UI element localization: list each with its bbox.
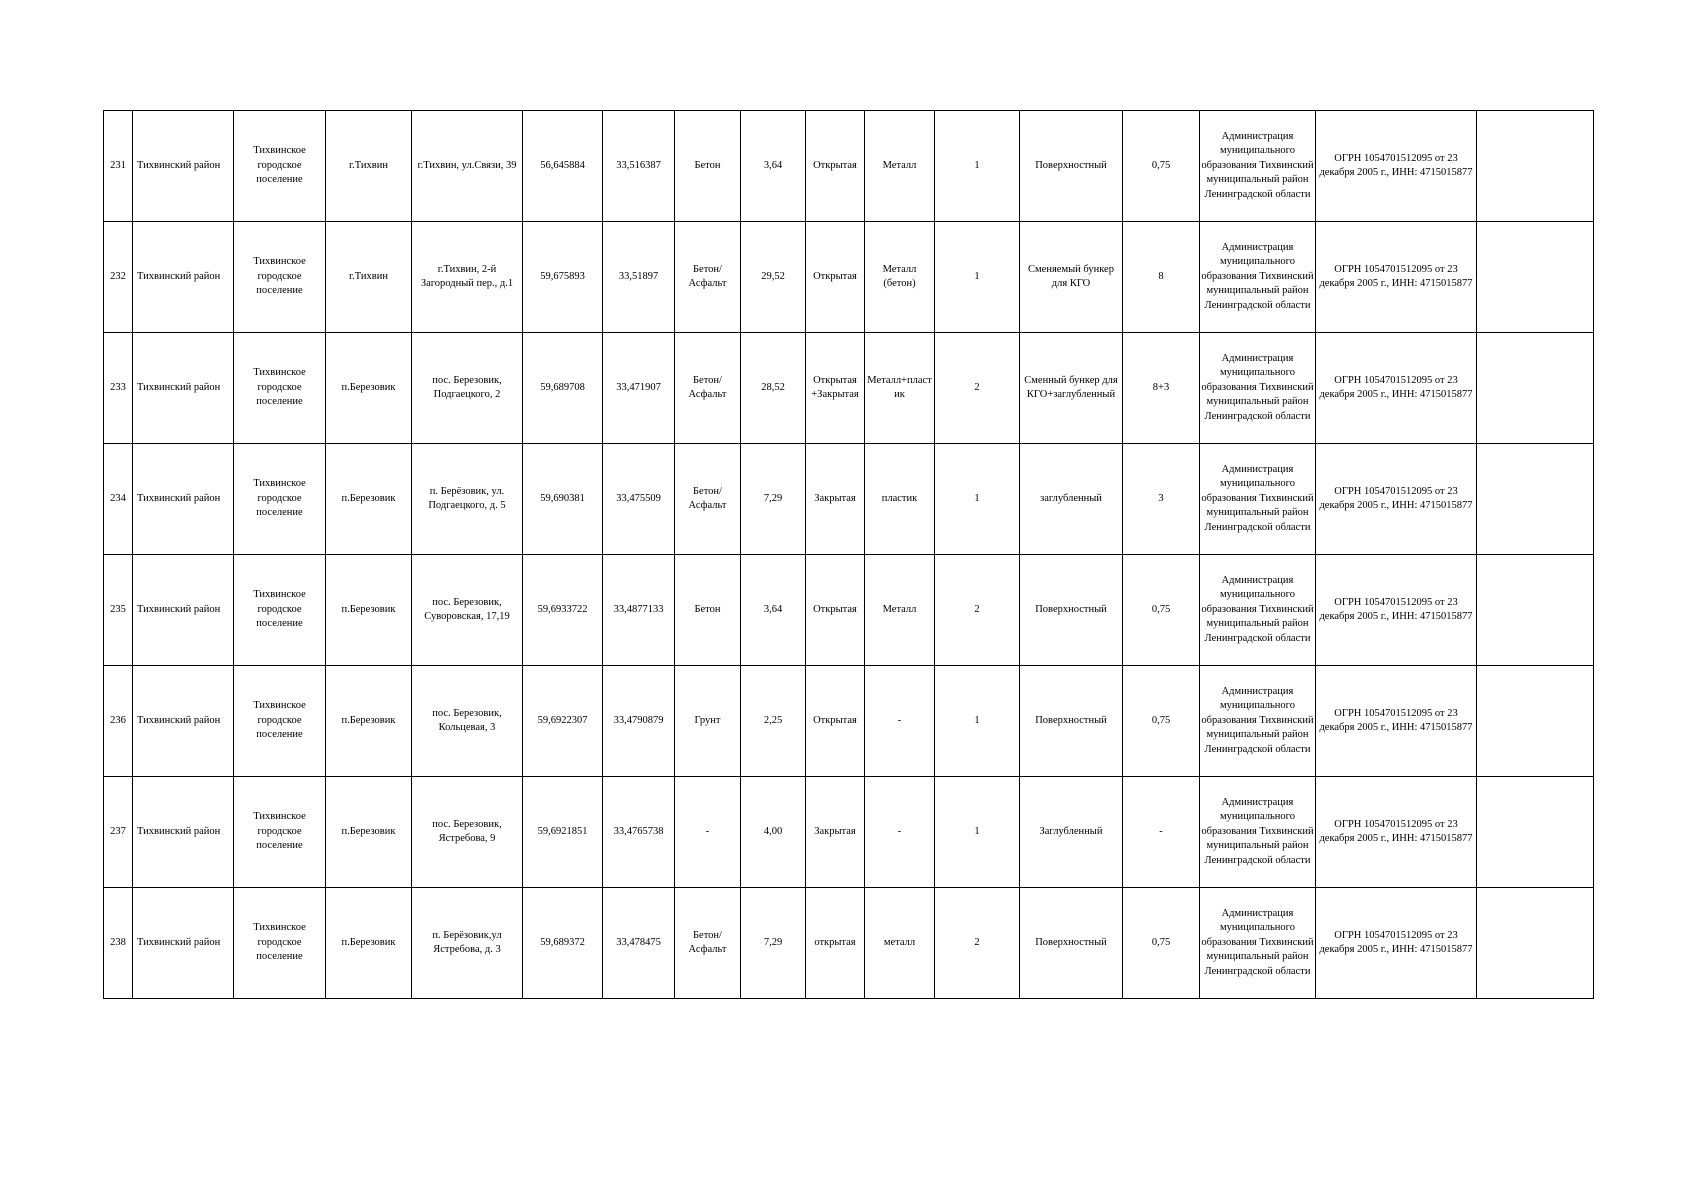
address-cell: пос. Березовик, Суворовская, 17,19 [412, 555, 523, 666]
district-cell: Тихвинский район [133, 111, 234, 222]
owner-requisites-cell: ОГРН 1054701512095 от 23 декабря 2005 г., ИНН: 4715015877 [1316, 777, 1477, 888]
latitude-cell: 59,690381 [523, 444, 603, 555]
district-cell: Тихвинский район [133, 555, 234, 666]
settlement-cell: Тихвинское городское поселение [234, 222, 326, 333]
container-type-cell: заглубленный [1020, 444, 1123, 555]
table-row [104, 777, 1594, 888]
fence-material-cell: металл [865, 888, 935, 999]
container-type-cell: Заглубленный [1020, 777, 1123, 888]
table-body [104, 111, 1594, 999]
fence-material-cell: пластик [865, 444, 935, 555]
owner-requisites-cell: ОГРН 1054701512095 от 23 декабря 2005 г., ИНН: 4715015877 [1316, 666, 1477, 777]
area-cell: 2,25 [741, 666, 806, 777]
fence-material-cell: - [865, 666, 935, 777]
container-count-cell: 1 [935, 444, 1020, 555]
site-type-cell: Открытая +Закрытая [806, 333, 865, 444]
row-number-cell: 236 [104, 666, 133, 777]
table-row [104, 555, 1594, 666]
fence-material-cell: Металл [865, 111, 935, 222]
owner-requisites-cell: ОГРН 1054701512095 от 23 декабря 2005 г., ИНН: 4715015877 [1316, 222, 1477, 333]
district-cell: Тихвинский район [133, 666, 234, 777]
longitude-cell: 33,4790879 [603, 666, 675, 777]
container-volume-cell: 0,75 [1123, 666, 1200, 777]
container-count-cell: 2 [935, 888, 1020, 999]
site-type-cell: Открытая [806, 555, 865, 666]
owner-cell: Администрация муниципального образования Тихвинский муниципальный район Ленинградской области [1200, 222, 1316, 333]
table-row [104, 111, 1594, 222]
longitude-cell: 33,4765738 [603, 777, 675, 888]
latitude-cell: 56,645884 [523, 111, 603, 222]
container-volume-cell: 8+3 [1123, 333, 1200, 444]
owner-requisites-cell: ОГРН 1054701512095 от 23 декабря 2005 г., ИНН: 4715015877 [1316, 333, 1477, 444]
row-number-cell: 233 [104, 333, 133, 444]
container-volume-cell: 3 [1123, 444, 1200, 555]
locality-cell: г.Тихвин [326, 222, 412, 333]
owner-requisites-cell: ОГРН 1054701512095 от 23 декабря 2005 г., ИНН: 4715015877 [1316, 444, 1477, 555]
owner-cell: Администрация муниципального образования Тихвинский муниципальный район Ленинградской области [1200, 888, 1316, 999]
container-count-cell: 1 [935, 777, 1020, 888]
container-volume-cell: 8 [1123, 222, 1200, 333]
longitude-cell: 33,475509 [603, 444, 675, 555]
latitude-cell: 59,6922307 [523, 666, 603, 777]
longitude-cell: 33,471907 [603, 333, 675, 444]
owner-cell: Администрация муниципального образования Тихвинский муниципальный район Ленинградской области [1200, 333, 1316, 444]
area-cell: 3,64 [741, 111, 806, 222]
locality-cell: п.Березовик [326, 666, 412, 777]
settlement-cell: Тихвинское городское поселение [234, 666, 326, 777]
note-cell [1477, 444, 1594, 555]
container-type-cell: Сменный бункер для КГО+заглубленный [1020, 333, 1123, 444]
site-type-cell: Открытая [806, 111, 865, 222]
container-count-cell: 2 [935, 555, 1020, 666]
table-row [104, 888, 1594, 999]
row-number-cell: 237 [104, 777, 133, 888]
address-cell: п. Берёзовик,ул Ястребова, д. 3 [412, 888, 523, 999]
note-cell [1477, 111, 1594, 222]
settlement-cell: Тихвинское городское поселение [234, 111, 326, 222]
row-number-cell: 238 [104, 888, 133, 999]
note-cell [1477, 888, 1594, 999]
container-type-cell: Сменяемый бункер для КГО [1020, 222, 1123, 333]
locality-cell: п.Березовик [326, 555, 412, 666]
surface-cell: Бетон [675, 555, 741, 666]
surface-cell: Бетон/Асфальт [675, 222, 741, 333]
settlement-cell: Тихвинское городское поселение [234, 888, 326, 999]
locality-cell: п.Березовик [326, 777, 412, 888]
container-count-cell: 2 [935, 333, 1020, 444]
owner-cell: Администрация муниципального образования Тихвинский муниципальный район Ленинградской области [1200, 777, 1316, 888]
site-type-cell: Открытая [806, 666, 865, 777]
address-cell: пос. Березовик, Ястребова, 9 [412, 777, 523, 888]
latitude-cell: 59,6933722 [523, 555, 603, 666]
table-row [104, 444, 1594, 555]
table-row [104, 333, 1594, 444]
locality-cell: п.Березовик [326, 444, 412, 555]
locality-cell: п.Березовик [326, 888, 412, 999]
container-type-cell: Поверхностный [1020, 111, 1123, 222]
note-cell [1477, 222, 1594, 333]
owner-cell: Администрация муниципального образования Тихвинский муниципальный район Ленинградской области [1200, 444, 1316, 555]
surface-cell: Грунт [675, 666, 741, 777]
area-cell: 7,29 [741, 444, 806, 555]
area-cell: 7,29 [741, 888, 806, 999]
longitude-cell: 33,51897 [603, 222, 675, 333]
owner-requisites-cell: ОГРН 1054701512095 от 23 декабря 2005 г., ИНН: 4715015877 [1316, 555, 1477, 666]
area-cell: 28,52 [741, 333, 806, 444]
owner-cell: Администрация муниципального образования Тихвинский муниципальный район Ленинградской области [1200, 555, 1316, 666]
container-type-cell: Поверхностный [1020, 888, 1123, 999]
area-cell: 3,64 [741, 555, 806, 666]
site-type-cell: Закрытая [806, 444, 865, 555]
longitude-cell: 33,478475 [603, 888, 675, 999]
row-number-cell: 234 [104, 444, 133, 555]
latitude-cell: 59,689372 [523, 888, 603, 999]
row-number-cell: 232 [104, 222, 133, 333]
settlement-cell: Тихвинское городское поселение [234, 333, 326, 444]
district-cell: Тихвинский район [133, 888, 234, 999]
site-type-cell: Открытая [806, 222, 865, 333]
site-type-cell: открытая [806, 888, 865, 999]
district-cell: Тихвинский район [133, 222, 234, 333]
longitude-cell: 33,4877133 [603, 555, 675, 666]
address-cell: пос. Березовик, Подгаецкого, 2 [412, 333, 523, 444]
address-cell: г.Тихвин, ул.Связи, 39 [412, 111, 523, 222]
container-volume-cell: 0,75 [1123, 111, 1200, 222]
owner-cell: Администрация муниципального образования Тихвинский муниципальный район Ленинградской области [1200, 111, 1316, 222]
row-number-cell: 235 [104, 555, 133, 666]
surface-cell: Бетон/Асфальт [675, 333, 741, 444]
container-count-cell: 1 [935, 222, 1020, 333]
site-type-cell: Закрытая [806, 777, 865, 888]
address-cell: г.Тихвин, 2-й Загородный пер., д.1 [412, 222, 523, 333]
surface-cell: Бетон [675, 111, 741, 222]
latitude-cell: 59,675893 [523, 222, 603, 333]
container-type-cell: Поверхностный [1020, 666, 1123, 777]
address-cell: п. Берёзовик, ул. Подгаецкого, д. 5 [412, 444, 523, 555]
table-row [104, 222, 1594, 333]
container-volume-cell: 0,75 [1123, 888, 1200, 999]
note-cell [1477, 555, 1594, 666]
area-cell: 29,52 [741, 222, 806, 333]
container-count-cell: 1 [935, 111, 1020, 222]
surface-cell: Бетон/Асфальт [675, 444, 741, 555]
fence-material-cell: Металл (бетон) [865, 222, 935, 333]
row-number-cell: 231 [104, 111, 133, 222]
fence-material-cell: Металл [865, 555, 935, 666]
container-count-cell: 1 [935, 666, 1020, 777]
district-cell: Тихвинский район [133, 777, 234, 888]
container-volume-cell: 0,75 [1123, 555, 1200, 666]
note-cell [1477, 666, 1594, 777]
fence-material-cell: Металл+пластик [865, 333, 935, 444]
container-type-cell: Поверхностный [1020, 555, 1123, 666]
waste-sites-table [103, 110, 1594, 999]
table-row [104, 666, 1594, 777]
area-cell: 4,00 [741, 777, 806, 888]
longitude-cell: 33,516387 [603, 111, 675, 222]
district-cell: Тихвинский район [133, 333, 234, 444]
note-cell [1477, 333, 1594, 444]
district-cell: Тихвинский район [133, 444, 234, 555]
address-cell: пос. Березовик, Кольцевая, 3 [412, 666, 523, 777]
settlement-cell: Тихвинское городское поселение [234, 777, 326, 888]
note-cell [1477, 777, 1594, 888]
latitude-cell: 59,689708 [523, 333, 603, 444]
latitude-cell: 59,6921851 [523, 777, 603, 888]
owner-requisites-cell: ОГРН 1054701512095 от 23 декабря 2005 г., ИНН: 4715015877 [1316, 111, 1477, 222]
surface-cell: - [675, 777, 741, 888]
settlement-cell: Тихвинское городское поселение [234, 444, 326, 555]
locality-cell: п.Березовик [326, 333, 412, 444]
container-volume-cell: - [1123, 777, 1200, 888]
surface-cell: Бетон/Асфальт [675, 888, 741, 999]
owner-cell: Администрация муниципального образования Тихвинский муниципальный район Ленинградской области [1200, 666, 1316, 777]
locality-cell: г.Тихвин [326, 111, 412, 222]
settlement-cell: Тихвинское городское поселение [234, 555, 326, 666]
owner-requisites-cell: ОГРН 1054701512095 от 23 декабря 2005 г., ИНН: 4715015877 [1316, 888, 1477, 999]
fence-material-cell: - [865, 777, 935, 888]
